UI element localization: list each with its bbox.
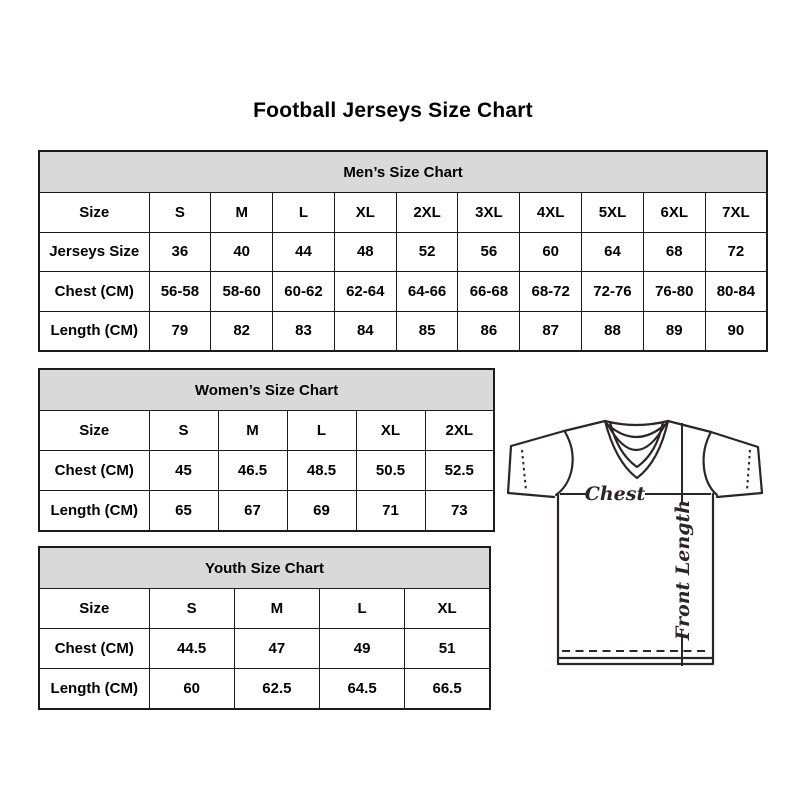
size-cell: S xyxy=(149,411,218,451)
jersey-measurement-diagram xyxy=(498,394,788,684)
table-row xyxy=(39,491,494,531)
value-cell: 50.5 xyxy=(356,451,425,491)
table-row xyxy=(39,547,490,589)
size-cell: L xyxy=(319,589,404,629)
row-label: Size xyxy=(39,589,149,629)
size-cell: 4XL xyxy=(520,193,582,233)
value-cell: 52.5 xyxy=(425,451,494,491)
size-cell: L xyxy=(287,411,356,451)
mens-size-table xyxy=(38,150,768,352)
table-row xyxy=(39,232,767,272)
size-cell: L xyxy=(273,193,335,233)
value-cell: 89 xyxy=(643,311,705,351)
value-cell: 66-68 xyxy=(458,272,520,312)
value-cell: 68 xyxy=(643,232,705,272)
value-cell: 48 xyxy=(334,232,396,272)
value-cell: 90 xyxy=(705,311,767,351)
size-cell: 6XL xyxy=(643,193,705,233)
size-cell: S xyxy=(149,193,211,233)
value-cell: 67 xyxy=(218,491,287,531)
value-cell: 68-72 xyxy=(520,272,582,312)
value-cell: 72 xyxy=(705,232,767,272)
value-cell: 62-64 xyxy=(334,272,396,312)
value-cell: 36 xyxy=(149,232,211,272)
value-cell: 69 xyxy=(287,491,356,531)
value-cell: 79 xyxy=(149,311,211,351)
value-cell: 48.5 xyxy=(287,451,356,491)
value-cell: 47 xyxy=(234,629,319,669)
row-label: Length (CM) xyxy=(39,491,149,531)
value-cell: 80-84 xyxy=(705,272,767,312)
value-cell: 83 xyxy=(273,311,335,351)
table-row xyxy=(39,669,490,709)
value-cell: 45 xyxy=(149,451,218,491)
size-cell: M xyxy=(211,193,273,233)
value-cell: 56-58 xyxy=(149,272,211,312)
size-cell: XL xyxy=(334,193,396,233)
value-cell: 52 xyxy=(396,232,458,272)
value-cell: 76-80 xyxy=(643,272,705,312)
size-cell: 3XL xyxy=(458,193,520,233)
chest-label: Chest xyxy=(584,483,646,505)
size-cell: M xyxy=(218,411,287,451)
youth-table-header: Youth Size Chart xyxy=(39,547,490,589)
left-sleeve-stitch-dashes xyxy=(522,450,526,490)
row-label: Length (CM) xyxy=(39,669,149,709)
row-label: Length (CM) xyxy=(39,311,149,351)
size-cell: M xyxy=(234,589,319,629)
size-cell: 2XL xyxy=(425,411,494,451)
table-row xyxy=(39,193,767,233)
jersey-diagram-svg xyxy=(498,394,788,684)
value-cell: 73 xyxy=(425,491,494,531)
value-cell: 60-62 xyxy=(273,272,335,312)
row-label: Size xyxy=(39,411,149,451)
value-cell: 71 xyxy=(356,491,425,531)
size-cell: XL xyxy=(356,411,425,451)
table-row xyxy=(39,369,494,411)
value-cell: 64 xyxy=(582,232,644,272)
value-cell: 64.5 xyxy=(319,669,404,709)
table-row xyxy=(39,311,767,351)
value-cell: 58-60 xyxy=(211,272,273,312)
value-cell: 49 xyxy=(319,629,404,669)
front-length-label: Front Length xyxy=(672,499,694,641)
table-row xyxy=(39,629,490,669)
jersey-right-armhole xyxy=(704,432,717,495)
value-cell: 51 xyxy=(405,629,490,669)
size-cell: S xyxy=(149,589,234,629)
size-cell: 2XL xyxy=(396,193,458,233)
value-cell: 82 xyxy=(211,311,273,351)
table-row xyxy=(39,451,494,491)
value-cell: 44.5 xyxy=(149,629,234,669)
page-title: Football Jerseys Size Chart xyxy=(253,99,533,122)
row-label: Chest (CM) xyxy=(39,272,149,312)
row-label: Chest (CM) xyxy=(39,451,149,491)
value-cell: 84 xyxy=(334,311,396,351)
table-row xyxy=(39,589,490,629)
table-row xyxy=(39,411,494,451)
value-cell: 65 xyxy=(149,491,218,531)
value-cell: 87 xyxy=(520,311,582,351)
table-row xyxy=(39,272,767,312)
jersey-vneck-inner xyxy=(610,422,663,467)
size-cell: 7XL xyxy=(705,193,767,233)
right-sleeve-stitch-dashes xyxy=(747,450,750,490)
value-cell: 40 xyxy=(211,232,273,272)
value-cell: 62.5 xyxy=(234,669,319,709)
value-cell: 56 xyxy=(458,232,520,272)
womens-table-header: Women’s Size Chart xyxy=(39,369,494,411)
value-cell: 85 xyxy=(396,311,458,351)
row-label: Size xyxy=(39,193,149,233)
jersey-left-armhole xyxy=(556,432,573,495)
value-cell: 46.5 xyxy=(218,451,287,491)
value-cell: 44 xyxy=(273,232,335,272)
mens-table-header: Men’s Size Chart xyxy=(39,151,767,193)
row-label: Jerseys Size xyxy=(39,232,149,272)
value-cell: 60 xyxy=(149,669,234,709)
value-cell: 60 xyxy=(520,232,582,272)
value-cell: 88 xyxy=(582,311,644,351)
value-cell: 86 xyxy=(458,311,520,351)
value-cell: 66.5 xyxy=(405,669,490,709)
row-label: Chest (CM) xyxy=(39,629,149,669)
youth-size-table xyxy=(38,546,491,710)
table-row xyxy=(39,151,767,193)
size-cell: 5XL xyxy=(582,193,644,233)
jersey-collar-top xyxy=(605,421,668,425)
value-cell: 64-66 xyxy=(396,272,458,312)
womens-size-table xyxy=(38,368,495,532)
value-cell: 72-76 xyxy=(582,272,644,312)
size-cell: XL xyxy=(405,589,490,629)
